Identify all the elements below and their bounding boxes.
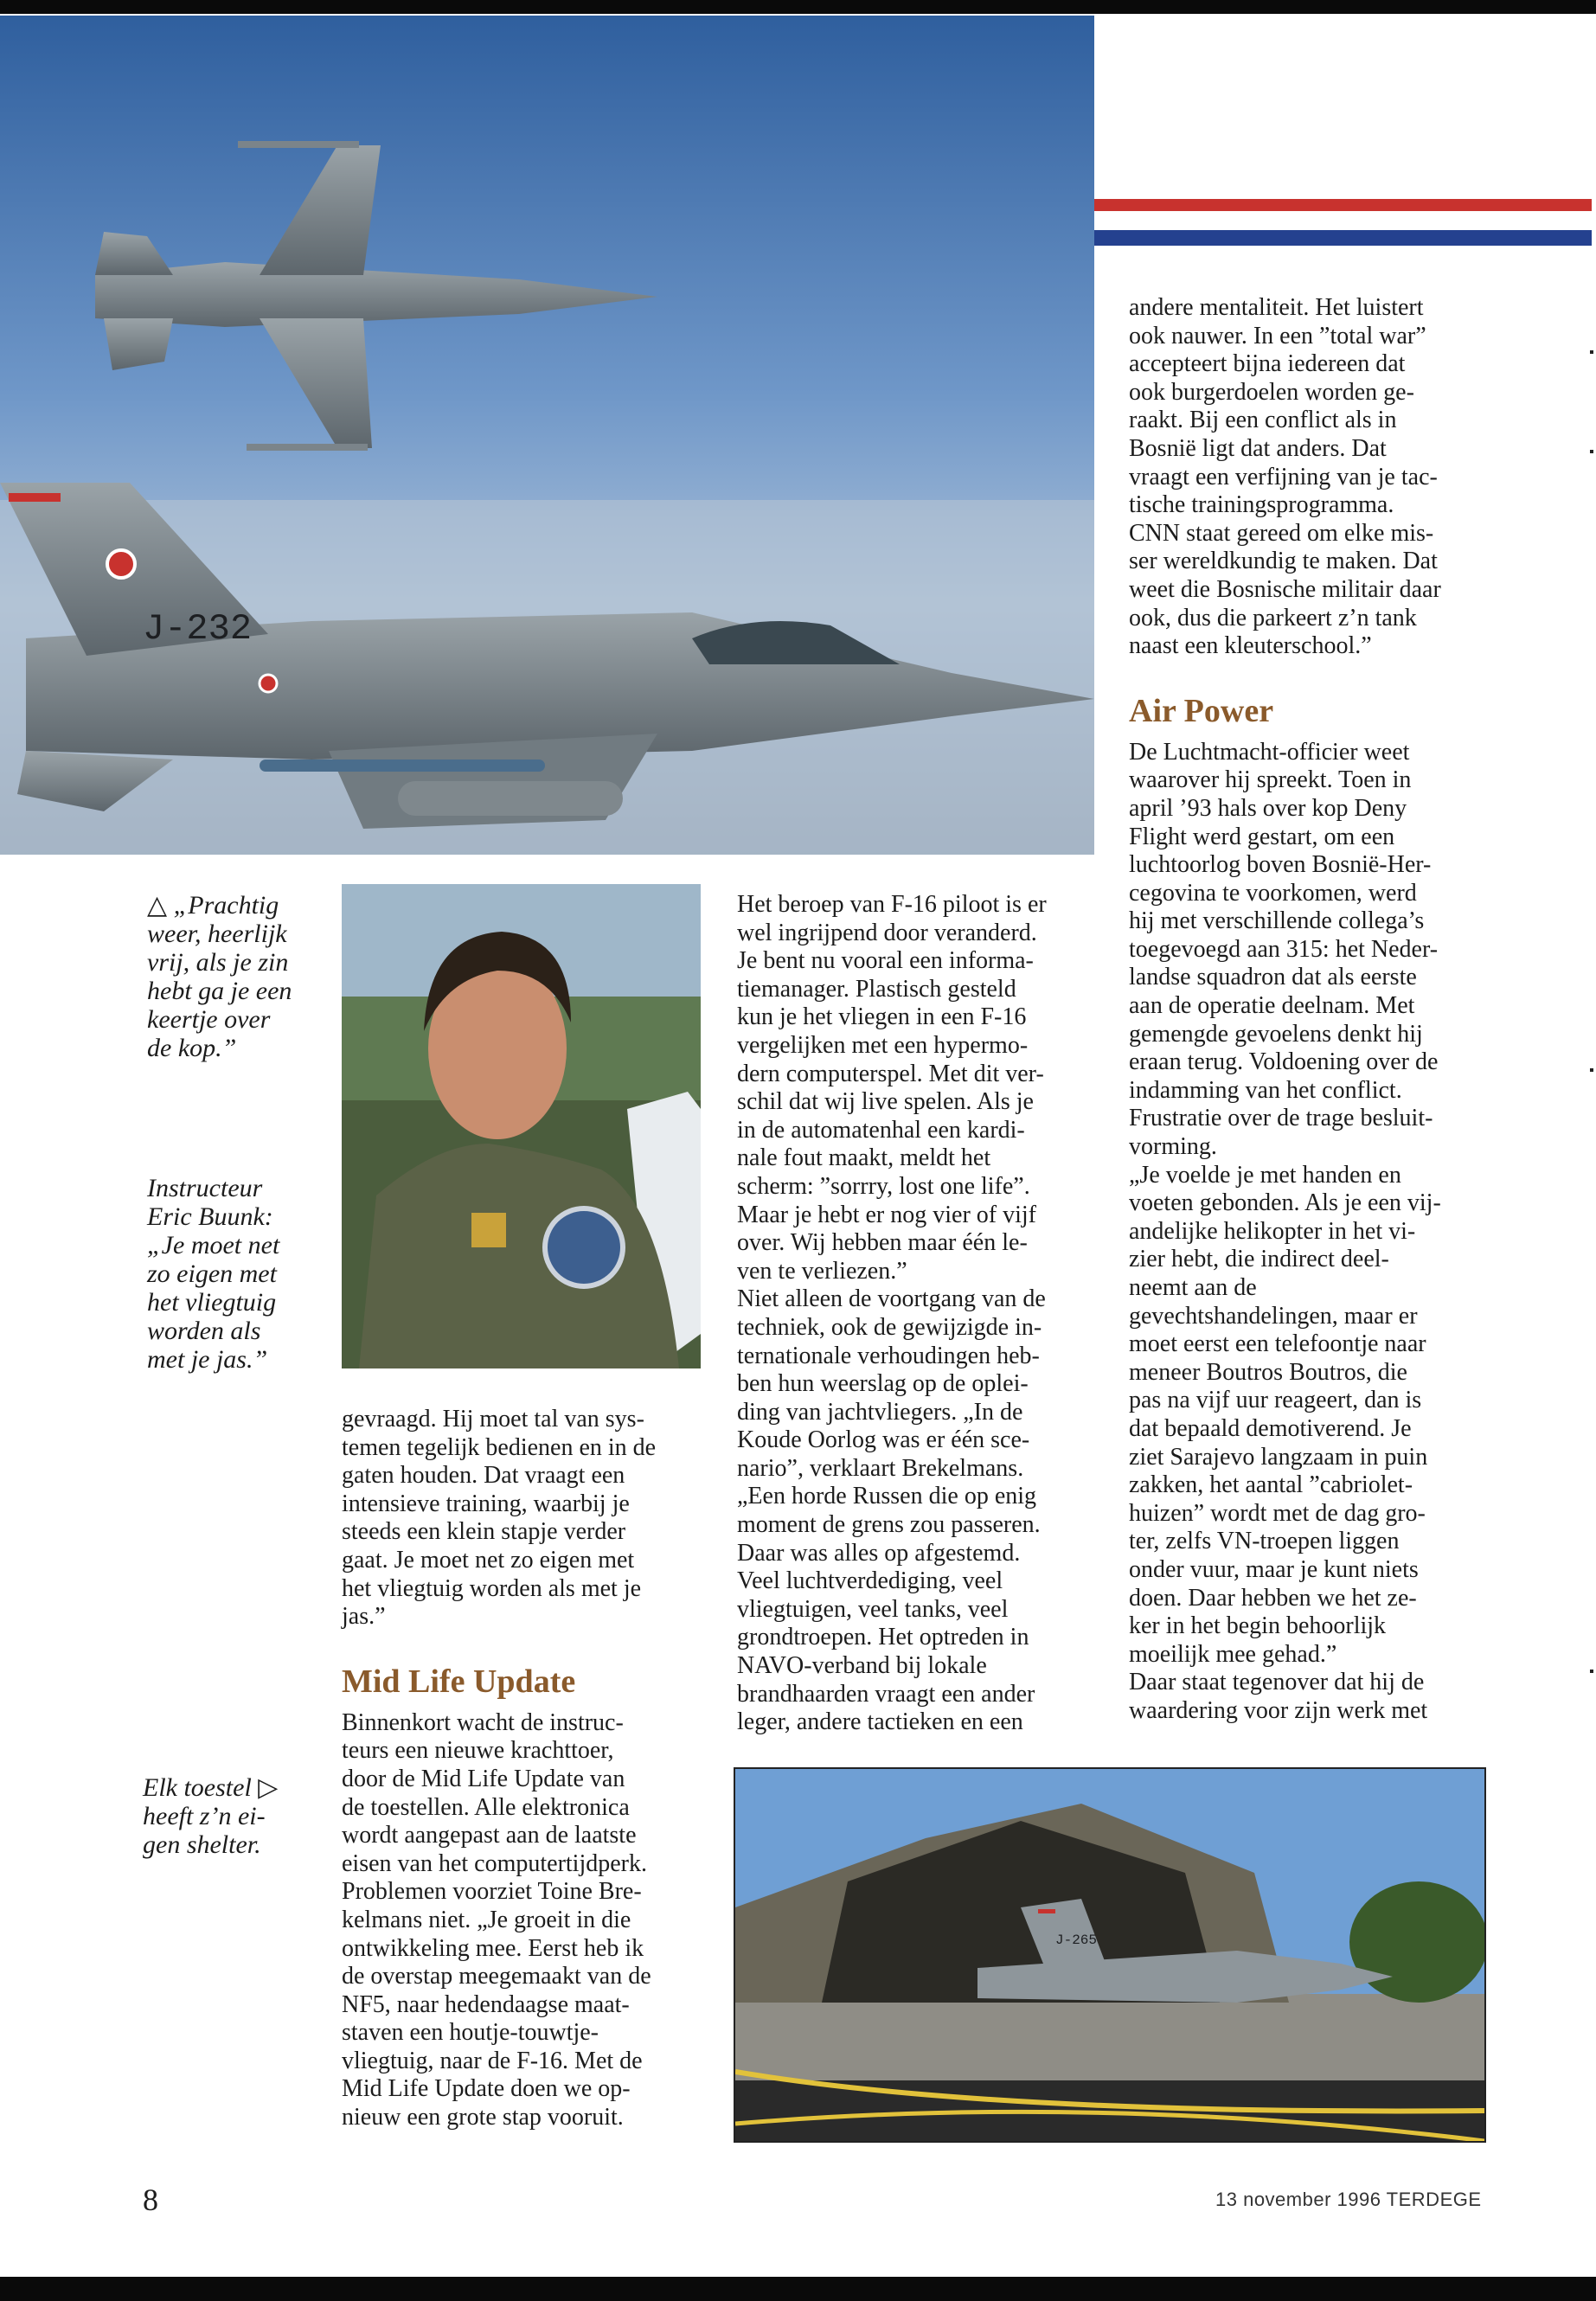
page-number: 8 <box>143 2182 158 2217</box>
text-line: ook nauwer. In een ”total war” <box>1129 322 1426 349</box>
text-line: hij met verschillende collega’s <box>1129 907 1425 935</box>
column-middle <box>737 891 1100 1737</box>
text-line: Je bent nu vooral een informa- <box>737 947 1034 975</box>
text-line: NAVO-verband bij lokale <box>737 1652 987 1680</box>
text-line: NF5, naar hedendaagse maat- <box>342 1990 630 2018</box>
text-line: pas na vijf uur reageert, dan is <box>1129 1387 1422 1414</box>
text-line: ker in het begin behoorlijk <box>1129 1612 1387 1640</box>
text-line: vorming. <box>1129 1133 1217 1161</box>
text-line: doen. Daar hebben we het ze- <box>1129 1584 1417 1612</box>
text-line: aan de operatie deelnam. Met <box>1129 992 1415 1020</box>
text-line: ook, dus die parkeert z’n tank <box>1129 604 1417 631</box>
text-line: cegovina te voorkomen, werd <box>1129 879 1417 907</box>
caption-line: Instructeur <box>147 1174 263 1202</box>
portrait-photo <box>342 884 701 1368</box>
text-line: dat bepaald demotiverend. Je <box>1129 1414 1412 1442</box>
column-left <box>342 1406 705 2132</box>
tail-code-hangar: J-265 <box>1055 1932 1098 1948</box>
text-line: Flight werd gestart, om een <box>1129 823 1395 850</box>
text-line: schil dat wij live spelen. Als je <box>737 1088 1034 1116</box>
text-line: techniek, ook de gewijzigde in- <box>737 1313 1042 1341</box>
text-line: Koude Oorlog was er één sce- <box>737 1426 1030 1454</box>
text-line: Problemen voorziet Toine Bre- <box>342 1878 642 1906</box>
text-line: nieuw een grote stap vooruit. <box>342 2104 624 2131</box>
caption-line: de kop.” <box>147 1034 237 1062</box>
text-line: Niet alleen de voortgang van de <box>737 1285 1046 1313</box>
pilot-portrait-photo <box>342 884 701 1368</box>
text-line: zier hebt, die indirect deel- <box>1129 1246 1389 1273</box>
text-line: grondtroepen. Het optreden in <box>737 1624 1029 1651</box>
text-line: ontwikkeling mee. Eerst heb ik <box>342 1934 644 1962</box>
text-line: ser wereldkundig te maken. Dat <box>1129 548 1438 575</box>
text-line: weet die Bosnische militair daar <box>1129 575 1441 603</box>
text-line: staven een houtje-touwtje- <box>342 2019 599 2047</box>
text-line: wel ingrijpend door veranderd. <box>737 919 1037 946</box>
text-line: gemengde gevoelens denkt hij <box>1129 1020 1423 1048</box>
text-line: gevraagd. Hij moet tal van sys- <box>342 1406 644 1433</box>
text-line: tische trainingsprogramma. <box>1129 491 1394 519</box>
text-line: Frustratie over de trage besluit- <box>1129 1105 1433 1132</box>
text-line: scherm: ”sorrry, lost one life”. <box>737 1172 1030 1200</box>
text-line: ding van jachtvliegers. „In de <box>737 1398 1023 1426</box>
text-line: april ’93 hals over kop Deny <box>1129 794 1407 822</box>
text-line: ven te verliezen.” <box>737 1257 907 1285</box>
text-line: Veel luchtverdediging, veel <box>737 1567 1003 1595</box>
top-border <box>0 0 1596 14</box>
caption-line: Eric Buunk: <box>147 1202 273 1231</box>
text-line: nario”, verklaart Brekelmans. <box>737 1454 1024 1482</box>
text-line: de overstap meegemaakt van de <box>342 1963 651 1990</box>
text-line: „Een horde Russen die op enig <box>737 1483 1037 1510</box>
caption-line: het vliegtuig <box>147 1288 277 1317</box>
text-line: intensieve training, waarbij je <box>342 1490 630 1517</box>
caption-instructeur <box>147 1174 329 1374</box>
text-line: andere mentaliteit. Het luistert <box>1129 294 1424 321</box>
text-line: teurs een nieuwe krachttoer, <box>342 1737 614 1765</box>
text-line: meneer Boutros Boutros, die <box>1129 1358 1407 1386</box>
text-line: indamming van het conflict. <box>1129 1076 1402 1104</box>
caption-line: met je jas.” <box>147 1345 268 1374</box>
text-line: Mid Life Update doen we op- <box>342 2075 631 2103</box>
text-line: „Je voelde je met handen en <box>1129 1161 1401 1189</box>
caption-line: keertje over <box>147 1005 271 1034</box>
caption-line: hebt ga je een <box>147 977 292 1005</box>
caption-line: △ „P​rachtig <box>147 891 279 920</box>
caption-prachtig <box>147 891 329 1062</box>
heading-mid-life-update: Mid Life Update <box>342 1663 576 1700</box>
text-line: tiemanager. Plastisch gesteld <box>737 975 1016 1003</box>
text-line: vergelijken met een hypermo- <box>737 1031 1029 1059</box>
column-right <box>1129 294 1509 1726</box>
margin-mark <box>1590 450 1593 453</box>
text-line: gaat. Je moet net zo eigen met <box>342 1546 635 1574</box>
text-line: andelijke helikopter in het vi- <box>1129 1217 1416 1245</box>
flag-stripe-red <box>1094 199 1592 211</box>
text-line: door de Mid Life Update van <box>342 1765 625 1792</box>
text-line: zakken, het aantal ”cabriolet- <box>1129 1471 1413 1499</box>
text-line: accepteert bijna iedereen dat <box>1129 350 1406 378</box>
heading-air-power: Air Power <box>1129 692 1274 729</box>
text-line: vliegtuig, naar de F-16. Met de <box>342 2047 643 2074</box>
text-line: kun je het vliegen in een F-16 <box>737 1003 1027 1031</box>
text-line: over. Wij hebben maar één le- <box>737 1229 1028 1257</box>
bottom-border <box>0 2277 1596 2301</box>
text-line: eraan terug. Voldoening over de <box>1129 1048 1439 1076</box>
caption-line: heeft z’n ei- <box>143 1802 266 1830</box>
caption-line: weer, heerlijk <box>147 920 287 948</box>
text-line: naast een kleuterschool.” <box>1129 632 1372 660</box>
caption-line: „Je moet net <box>147 1231 280 1259</box>
text-line: nale fout maakt, meldt het <box>737 1144 991 1172</box>
text-line: brandhaarden vraagt een ander <box>737 1680 1035 1708</box>
text-line: Maar je hebt er nog vier of vijf <box>737 1201 1036 1228</box>
text-line: Binnenkort wacht de instruc- <box>342 1708 624 1736</box>
text-line: gevechtshandelingen, maar er <box>1129 1302 1418 1330</box>
text-line: De Luchtmacht-officier weet <box>1129 738 1410 766</box>
caption-line: zo eigen met <box>147 1259 277 1288</box>
text-line: waarover hij spreekt. Toen in <box>1129 766 1412 794</box>
text-line: CNN staat gereed om elke mis- <box>1129 519 1434 547</box>
text-line: steeds een klein stapje verder <box>342 1518 626 1546</box>
text-line: moeilijk mee gehad.” <box>1129 1640 1337 1668</box>
text-line: vliegtuigen, veel tanks, veel <box>737 1595 1009 1623</box>
text-line: wordt aangepast aan de laatste <box>342 1822 637 1849</box>
caption-toestel <box>143 1773 324 1859</box>
hangar-photo <box>734 1767 1486 2143</box>
text-line: Daar was alles op afgestemd. <box>737 1539 1021 1567</box>
text-line: eisen van het computertijdperk. <box>342 1849 647 1877</box>
text-line: onder vuur, maar je kunt niets <box>1129 1555 1419 1583</box>
caption-line: Elk toestel ▷ <box>143 1773 279 1802</box>
caption-line: worden als <box>147 1317 261 1345</box>
text-line: ter, zelfs VN-troepen liggen <box>1129 1528 1400 1555</box>
text-line: landse squadron dat als eerste <box>1129 964 1417 991</box>
text-line: temen tegelijk bedienen en in de <box>342 1433 657 1461</box>
text-line: in de automatenhal een kardi- <box>737 1116 1025 1144</box>
text-line: ternationale verhoudingen heb- <box>737 1342 1040 1369</box>
top-photo <box>0 16 1094 855</box>
text-line: toegevoegd aan 315: het Neder- <box>1129 935 1439 963</box>
text-line: ook burgerdoelen worden ge- <box>1129 378 1414 406</box>
text-line: huizen” wordt met de dag gro- <box>1129 1499 1426 1527</box>
text-line: gaten houden. Dat vraagt een <box>342 1462 625 1490</box>
text-line: dern computerspel. Met dit ver- <box>737 1060 1044 1087</box>
margin-mark <box>1590 1670 1593 1673</box>
text-line: moet eerst een telefoontje naar <box>1129 1330 1426 1358</box>
text-line: de toestellen. Alle elektronica <box>342 1793 630 1821</box>
text-line: jas.” <box>342 1603 386 1631</box>
text-line: waardering voor zijn werk met <box>1129 1696 1428 1724</box>
text-line: ziet Sarajevo langzaam in puin <box>1129 1443 1428 1471</box>
tail-code-top: J-232 <box>143 608 253 650</box>
caption-line: gen shelter. <box>143 1830 261 1859</box>
text-line: luchtoorlog boven Bosnië-Her- <box>1129 851 1432 879</box>
issue-footer: 13 november 1996 TERDEGE <box>1215 2189 1482 2210</box>
text-line: moment de grens zou passeren. <box>737 1511 1041 1539</box>
text-line: het vliegtuig worden als met je <box>342 1574 642 1602</box>
text-line: raakt. Bij een conflict als in <box>1129 407 1397 434</box>
text-line: ben hun weerslag op de oplei- <box>737 1370 1029 1398</box>
text-line: Daar staat tegenover dat hij de <box>1129 1669 1425 1696</box>
flag-stripe-blue <box>1094 230 1592 246</box>
caption-line: vrij, als je zin <box>147 948 289 977</box>
text-line: leger, andere tactieken en een <box>737 1708 1023 1736</box>
text-line: neemt aan de <box>1129 1274 1257 1301</box>
f16-jets-photo <box>0 16 1094 855</box>
text-line: Het beroep van F-16 piloot is er <box>737 891 1047 918</box>
text-line: Bosnië ligt dat anders. Dat <box>1129 434 1387 462</box>
text-line: voeten gebonden. Als je een vij- <box>1129 1189 1441 1217</box>
hangar-shelter-photo <box>735 1769 1484 2141</box>
text-line: vraagt een verfijning van je tac- <box>1129 463 1438 490</box>
margin-mark <box>1590 1068 1593 1072</box>
text-line: kelmans niet. „Je groeit in die <box>342 1906 631 1933</box>
flag-stripe-white <box>1094 211 1592 230</box>
margin-mark <box>1590 350 1593 354</box>
